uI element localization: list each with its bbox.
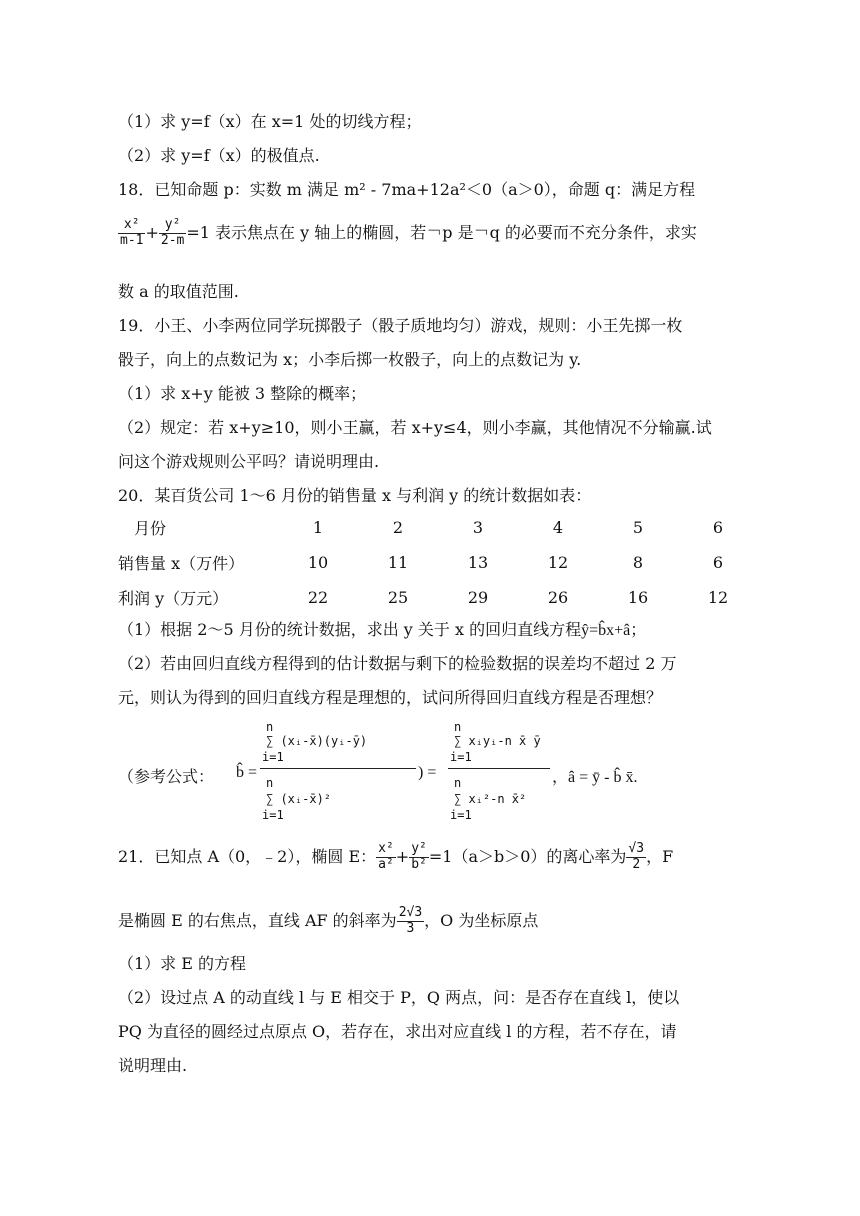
formula-b-hat: b̂ =	[236, 764, 258, 781]
formula-denominator-1: ∑ (xᵢ‑x̄)²	[266, 792, 332, 806]
formula-sum-upper-n: n	[454, 720, 462, 734]
formula-a-hat: ，â = ȳ ‑ b̂ x̄.	[552, 769, 638, 786]
q18-line1: 18．已知命题 p：实数 m 满足 m² ‑ 7ma+12a²＜0（a＞0），命题 q：满足方程	[118, 180, 696, 199]
table-cell: 5	[632, 518, 644, 537]
q21-line2-text: 是椭圆 E 的右焦点，直线 AF 的斜率为	[118, 910, 397, 930]
q21-line2	[118, 906, 538, 937]
table-cell: 4	[552, 518, 564, 537]
q20-reference-formula	[118, 716, 758, 828]
table-cell: 16	[627, 588, 649, 607]
formula-equals: ) =	[418, 764, 437, 781]
q21-line1-end: ，F	[646, 846, 674, 866]
q20-part1	[118, 622, 646, 639]
q20-regression-equation: ŷ=b̂x+â	[581, 622, 631, 639]
q19-line2: 骰子，向上的点数记为 x；小李后掷一枚骰子，向上的点数记为 y.	[118, 350, 582, 369]
table-row	[118, 545, 758, 580]
table-row-header: 销售量 x（万件）	[118, 554, 245, 573]
formula-numerator-2: ∑ xᵢyᵢ‑n x̄ ȳ	[454, 734, 541, 748]
formula-sum-upper-n: n	[266, 720, 274, 734]
table-row-header: 利润 y（万元）	[118, 589, 229, 608]
q18-line3: 数 a 的取值范围.	[118, 282, 239, 301]
table-row	[118, 580, 758, 615]
q21-line2-end: ，O 为坐标原点	[424, 910, 539, 930]
table-cell: 29	[467, 588, 489, 607]
q21-ellipse-fraction-y: $\frac{\text{y²}}{\text{b²}}$	[411, 841, 427, 872]
q21-line1	[118, 842, 673, 873]
formula-label: （参考公式：	[118, 767, 215, 786]
q17-part2: （2）求 y=f（x）的极值点.	[118, 146, 320, 165]
q20-part2-line2: 元，则认为得到的回归直线方程是理想的，试问所得回归直线方程是否理想？	[118, 688, 663, 707]
q20-part1-text: （1）根据 2～5 月份的统计数据，求出 y 关于 x 的回归直线方程	[118, 620, 582, 639]
table-row-header: 月份	[118, 519, 167, 538]
table-cell: 13	[467, 553, 489, 572]
table-cell: 22	[307, 588, 329, 607]
table-cell: 25	[387, 588, 409, 607]
q19-line1: 19．小王、小李两位同学玩掷骰子（骰子质地均匀）游戏，规则：小王先掷一枚	[118, 316, 683, 335]
q21-part2-line1: （2）设过点 A 的动直线 l 与 E 相交于 P，Q 两点，问：是否存在直线 l，使以	[118, 988, 680, 1007]
formula-denominator-2: ∑ xᵢ²‑n x̄²	[454, 792, 527, 806]
table-cell: 1	[312, 518, 324, 537]
q21-part2-line2: PQ 为直径的圆经过点原点 O，若存在，求出对应直线 l 的方程，若不存在，请	[118, 1022, 677, 1041]
q19-part2-line2: 问这个游戏规则公平吗？请说明理由.	[118, 452, 380, 471]
table-cell: 12	[707, 588, 729, 607]
q20-part2-line1: （2）若由回归直线方程得到的估计数据与剩下的检验数据的误差均不超过 2 万	[118, 654, 677, 673]
table-row	[118, 510, 758, 545]
fraction-bar	[448, 768, 550, 769]
table-cell: 8	[632, 553, 644, 572]
q21-ellipse-fraction-x: $\frac{\text{x²}}{\text{a²}}$	[378, 841, 394, 872]
q20-part1-end: ；	[630, 620, 647, 639]
q18-line2-text: =1 表示焦点在 y 轴上的椭圆，若￢p 是￢q 的必要而不充分条件，求实	[186, 222, 697, 242]
table-cell: 3	[472, 518, 484, 537]
table-cell: 11	[387, 553, 409, 572]
table-cell: 6	[712, 518, 724, 537]
formula-sum-lower-i: i=1	[450, 750, 472, 764]
q21-part1: （1）求 E 的方程	[118, 954, 247, 973]
table-cell: 6	[712, 553, 724, 572]
q21-eccentricity-fraction: $\frac{√3}{2}$	[628, 841, 645, 872]
q18-fraction-y: $\frac{\text{y²}}{2-m}$	[160, 217, 185, 248]
formula-sum-lower-i: i=1	[262, 750, 284, 764]
q21-part2-line3: 说明理由.	[118, 1056, 188, 1075]
table-cell: 2	[392, 518, 404, 537]
q18-fraction-x: $\frac{\text{x²}}{m-1}$	[120, 217, 144, 248]
formula-sum-upper-n: n	[454, 776, 462, 790]
q17-part1: （1）求 y=f（x）在 x=1 处的切线方程；	[118, 112, 422, 131]
q18-plus: +	[145, 222, 159, 242]
q21-line1-text: 21．已知点 A（0，﹣2），椭圆 E：	[118, 846, 377, 866]
fraction-bar	[260, 768, 416, 769]
formula-numerator-1: ∑ (xᵢ‑x̄)(yᵢ‑ȳ)	[266, 734, 368, 748]
q19-part1: （1）求 x+y 能被 3 整除的概率；	[118, 384, 367, 403]
q20-data-table	[118, 510, 758, 615]
q21-slope-fraction: $\frac{2√3}{3}$	[398, 905, 423, 936]
table-cell: 12	[547, 553, 569, 572]
table-cell: 26	[547, 588, 569, 607]
formula-sum-lower-i: i=1	[262, 808, 284, 822]
formula-sum-upper-n: n	[266, 776, 274, 790]
q18-line2	[118, 218, 697, 249]
q20-line1: 20．某百货公司 1～6 月份的销售量 x 与利润 y 的统计数据如表：	[118, 486, 592, 505]
table-cell: 10	[307, 553, 329, 572]
q21-plus: +	[395, 846, 410, 866]
q19-part2-line1: （2）规定：若 x+y≥10，则小王赢，若 x+y≤4，则小李赢，其他情况不分输赢.试	[118, 418, 712, 437]
q21-line1-condition: =1（a＞b＞0）的离心率为	[428, 846, 627, 866]
formula-sum-lower-i: i=1	[450, 808, 472, 822]
